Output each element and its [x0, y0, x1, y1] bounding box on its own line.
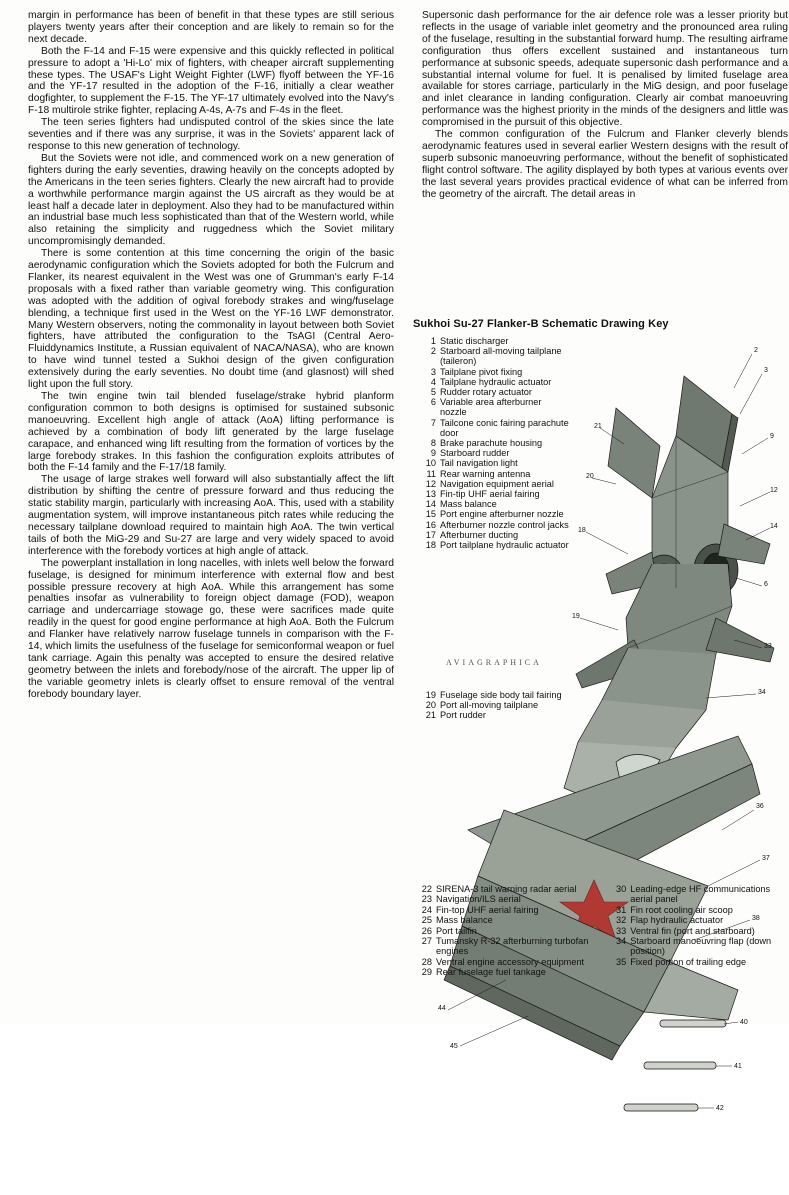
key-item [420, 438, 570, 448]
key-number: 23 [421, 894, 432, 905]
key-number: 31 [615, 904, 627, 915]
key-item [610, 905, 776, 915]
key-number: 13 [425, 489, 436, 500]
key-item [420, 469, 570, 479]
key-number: 20 [425, 700, 436, 711]
callout-36: 36 [756, 803, 764, 810]
key-item [420, 397, 570, 417]
callout-19: 19 [572, 613, 580, 620]
callout-2: 2 [754, 347, 758, 354]
key-label: Rear warning antenna [440, 468, 531, 479]
key-label: Navigation/ILS aerial [436, 894, 521, 905]
watermark: AVIAGRAPHICA [446, 658, 542, 667]
callout-9: 9 [770, 433, 774, 440]
key-label: Port tailplane hydraulic actuator [440, 540, 569, 551]
key-label: Fin root cooling air scoop [630, 904, 733, 915]
key-number: 11 [426, 468, 436, 479]
key-number: 12 [425, 478, 436, 489]
figure-title: Sukhoi Su-27 Flanker-B Schematic Drawing Key [413, 318, 669, 330]
key-label: Brake parachute housing [440, 438, 543, 449]
key-label: Tumansky R-32 afterburning turbofan engines [436, 936, 589, 957]
paragraph: The twin engine twin tail blended fuselage/strake hybrid planform configuration common to both designs is optimised for sustained subsonic manoeuvring. Excellent high angle of attack (AoA) lifting performance is achieved by a combination of body lift generated by the large fuselage carapace, and enhanced wing lift resulting from the formation of vortices by the large forebody strakes. In this fashion the configuration exploits attributes of both the F-14 family and the F-17/18 family. [28, 391, 394, 474]
key-number: 7 [430, 417, 436, 428]
paragraph: Supersonic dash performance for the air defence role was a lesser priority but reflects in the usage of variable inlet geometry and the pronounced area ruling of the fuselage, resulting in the substantial forward hump. The resulting airframe configuration thus offers excellent sustained and instantaneous turn performance at subsonic speeds, adequate supersonic dash performance and a substantial internal volume for fuel. It is penalised by limited fuselage area available for stores carriage, particularly in the MiG design, and poor fuselage and inlet clearance in landing configuration. Clearly air combat manoeuvring performance was the highest priority in the minds of the designers and little was compromised in the pursuit of this objective. [422, 10, 788, 129]
key-item [420, 387, 570, 397]
key-item [420, 377, 570, 387]
key-label: Tailplane hydraulic actuator [440, 376, 552, 387]
key-number: 16 [425, 519, 436, 530]
key-number: 17 [425, 529, 436, 540]
key-item [420, 448, 570, 458]
key-label: Ventral fin (port and starboard) [630, 925, 755, 936]
key-item [610, 926, 776, 936]
callout-40: 40 [740, 1019, 748, 1026]
key-number: 30 [615, 884, 627, 894]
callout-38: 38 [752, 915, 760, 922]
key-number: 3 [430, 366, 436, 377]
key-item [420, 458, 570, 468]
key-number: 34 [615, 936, 627, 947]
paragraph: But the Soviets were not idle, and commenced work on a new generation of fighters during the early seventies, drawing heavily on the concepts adopted by the Americans in the teen series fighters. Clearly the new aircraft had to provide a worthwhile performance margin against the US aircraft as they would be at least half a decade later in deployment. Also they had to be manufactured within an industrial base much less sophisticated than that of the Western world, while also retaining the simplicity and ruggedness which the Soviet military uncompromisingly demanded. [28, 152, 394, 248]
key-label: Afterburner ducting [440, 529, 519, 540]
key-item [416, 905, 600, 915]
key-label: Afterburner nozzle control jacks [440, 519, 569, 530]
key-number: 9 [430, 448, 436, 459]
right-text-column [422, 10, 788, 201]
key-number: 18 [425, 540, 436, 551]
callout-45: 45 [450, 1043, 458, 1050]
callout-42: 42 [716, 1105, 724, 1112]
key-label: Fin-tip UHF aerial fairing [440, 489, 540, 500]
left-text-column [28, 10, 394, 701]
key-label: Port engine afterburner nozzle [440, 509, 564, 520]
paragraph: The powerplant installation in long nacelles, with inlets well below the forward fuselage, is designed for minimum interference with external flow and best possible pressure recovery at high AoA. While this arrangement has some penalties insofar as vulnerability to foreign object damage (FOD), weapon carriage and undercarriage stowage go, these were sacrifices made quite readily in the quest for good engine performance at high AoA. Both the Fulcrum and Flanker have relatively narrow fuselage tunnels in comparison with the F-14, which limits the usefulness of the fuselage for semiconformal weapon or fuel tank carriage. Again this penalty was accepted to ensure the desired relative geometry between the inlets and forebody/nose of the aircraft. The upper lip of the variable geometry inlets is clearly offset to ensure removal of the ventral forebody boundary layer. [28, 557, 394, 700]
callout-14: 14 [770, 523, 778, 530]
key-item [420, 530, 570, 540]
key-number: 15 [425, 509, 436, 520]
key-item [416, 884, 600, 894]
key-label: Fixed portion of trailing edge [630, 956, 747, 967]
key-item [420, 540, 570, 550]
callout-6: 6 [764, 581, 768, 588]
key-number: 21 [425, 710, 436, 721]
key-number: 8 [430, 438, 436, 449]
callout-12: 12 [770, 487, 778, 494]
key-item [420, 346, 570, 366]
paragraph: margin in performance has been of benefit in that these types are still serious players twenty years after their conception and are likely to remain so for the next decade. [28, 10, 394, 45]
key-label: Variable area afterburner nozzle [440, 397, 542, 418]
key-item [420, 367, 570, 377]
callout-34: 34 [758, 689, 766, 696]
key-item [420, 489, 570, 499]
key-number: 35 [615, 956, 627, 967]
key-number: 29 [421, 967, 432, 978]
callout-21: 21 [594, 423, 602, 430]
key-label: Fuselage side body tail fairing [440, 690, 562, 700]
key-number: 5 [430, 387, 436, 398]
key-item [416, 936, 600, 957]
key-item [420, 520, 570, 530]
paragraph: The common configuration of the Fulcrum and Flanker cleverly blends aerodynamic features used in several earlier Western designs with the result of superb subsonic manoeuvring performance, without the benefit of sophisticated flight control software. The agility displayed by both types at various events over the last several years provides practical evidence of what can be inferred from the geometry of the aircraft. The detail areas in [422, 129, 788, 200]
key-label: Tailplane pivot fixing [440, 366, 523, 377]
callout-20: 20 [586, 473, 594, 480]
key-item [416, 915, 600, 925]
key-label: Static discharger [440, 336, 509, 346]
key-label: Tailcone conic fairing parachute door [440, 417, 569, 438]
key-label: Port tailfin [436, 925, 477, 936]
callout-37: 37 [762, 855, 770, 862]
key-number: 10 [425, 458, 436, 469]
key-item [420, 479, 570, 489]
key-label: Mass balance [440, 499, 497, 510]
key-label: Ventral engine accessory equipment [436, 956, 585, 967]
key-number: 1 [430, 336, 436, 346]
key-item [416, 967, 600, 977]
key-number: 22 [421, 884, 432, 894]
key-list-bottom-left [416, 884, 600, 978]
key-number: 14 [425, 499, 436, 510]
key-item [610, 884, 776, 905]
key-number: 25 [421, 915, 432, 926]
key-item [416, 926, 600, 936]
key-label: SIRENA-3 tail warning radar aerial [436, 884, 577, 894]
key-list-upper [420, 336, 570, 550]
callout-3: 3 [764, 367, 768, 374]
key-label: Leading-edge HF communications aerial panel [630, 884, 771, 905]
key-item [420, 418, 570, 438]
key-label: Flap hydraulic actuator [630, 915, 724, 926]
key-number: 32 [615, 915, 627, 926]
callout-44: 44 [438, 1005, 446, 1012]
key-label: Starboard rudder [440, 448, 510, 459]
key-number: 24 [421, 904, 432, 915]
key-label: Port rudder [440, 710, 486, 721]
key-item [420, 336, 570, 346]
callout-33: 33 [764, 643, 772, 650]
key-label: Rudder rotary actuator [440, 387, 532, 398]
key-label: Mass balance [436, 915, 493, 926]
key-item [610, 936, 776, 957]
bottom-key-lists [14, 884, 776, 978]
paragraph: Both the F-14 and F-15 were expensive and this quickly reflected in political pressure to adopt a 'Hi-Lo' mix of fighters, with cheaper aircraft supplementing these types. The USAF's Light Weight Fighter (LWF) flyoff between the YF-16 and the YF-17 resulted in the adoption of the F-16, initially a clear weather dogfighter, to supplement the F-15. The YF-17 ultimately evolved into the Navy's F-18 multirole strike fighter, replacing A-4s, A-7s and F-4s in the fleet. [28, 45, 394, 117]
key-item [420, 509, 570, 519]
key-number: 19 [425, 690, 436, 700]
key-list-bottom-right [610, 884, 776, 978]
key-number: 4 [430, 376, 436, 387]
key-item [610, 915, 776, 925]
key-label: Tail navigation light [440, 458, 518, 469]
key-item [610, 957, 776, 967]
key-label: Port all-moving tailplane [440, 700, 539, 711]
paragraph: There is some contention at this time concerning the origin of the basic aerodynamic configuration which the Soviets adopted for both the Fulcrum and Flanker, its nearest equivalent in the West was one of Grumman's early F-14 proposals with a fixed rather than variable geometry wing. This configuration was adopted with the addition of ogival forebody strakes and wing/fuselage blending, a technique first used in the West on the YF-16 LWF demonstrator. Many Western observers, noting the commonality in layout between both Soviet fighters, have attributed the configuration to the TsAGI (Central Aero-Fluiddynamics Institute, a Russian equivalent of NACA/NASA), who are known to have wind tunnel tested a Sukhoi design of the given configuration extensively during the early seventies. No doubt time (and glasnost) will shed light upon the full story. [28, 248, 394, 391]
key-number: 2 [430, 346, 436, 357]
key-number: 28 [421, 956, 432, 967]
key-item [416, 957, 600, 967]
paragraph: The usage of large strakes well forward will also substantially affect the lift distribution by shifting the centre of pressure forward and thus reducing the static stability margin, particularly with increasing AoA. This, used with a stability augmentation system, will improve instantaneous pitch rates while reducing the necessary tailplane download required to maintain high AoA. The twin vertical tails of both the MiG-29 and Su-27 are large and very widely spaced to avoid interference with the forebody vortices at high angle of attack. [28, 474, 394, 557]
key-number: 27 [421, 936, 432, 947]
callout-18: 18 [578, 527, 586, 534]
key-number: 26 [421, 925, 432, 936]
key-label: Starboard all-moving tailplane (taileron) [440, 346, 562, 367]
key-item [416, 894, 600, 904]
key-item [420, 499, 570, 509]
key-label: Navigation equipment aerial [440, 478, 554, 489]
key-label: Starboard manoeuvring flap (down position) [630, 936, 772, 957]
key-label: Rear fuselage fuel tankage [436, 967, 546, 978]
callout-41: 41 [734, 1063, 742, 1070]
key-number: 6 [430, 397, 436, 408]
paragraph: The teen series fighters had undisputed control of the skies since the late seventies and if there was any surprise, it was in the Soviets' apparent lack of response to this new generation of technology. [28, 117, 394, 152]
key-number: 33 [615, 925, 627, 936]
key-label: Fin-top UHF aerial fairing [436, 904, 539, 915]
